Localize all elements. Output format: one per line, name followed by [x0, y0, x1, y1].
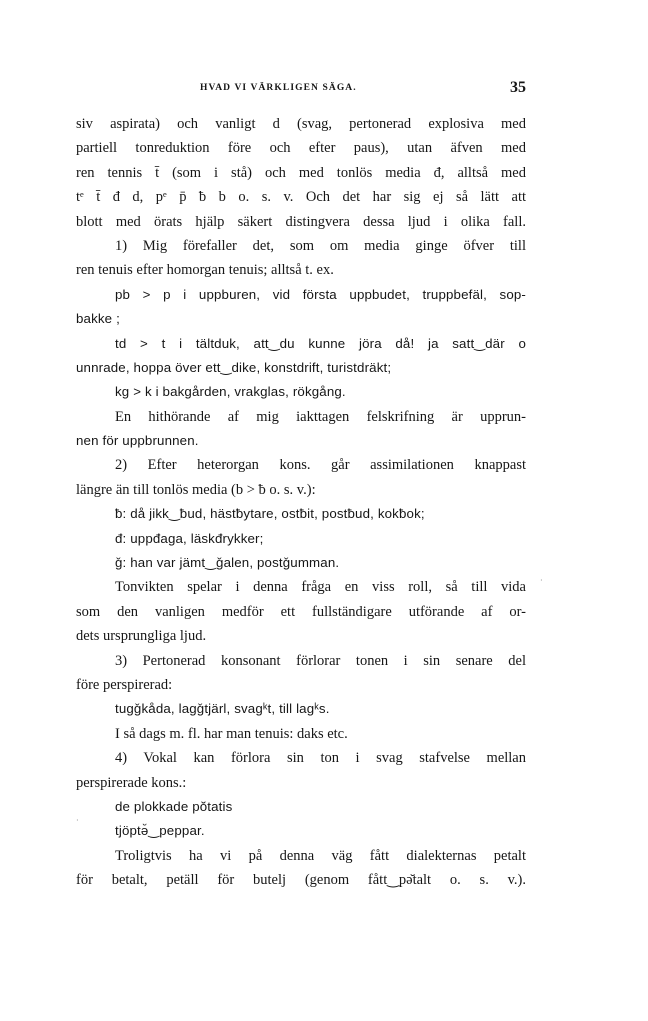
- text-line: längre än till tonlös media (b > ƀ o. s. v.):: [76, 481, 316, 498]
- example-line: ƀ: då jikk‿ƀud, hästƀytare, ostƀit, postƀud, kokƀok;: [115, 506, 425, 522]
- page-number: 35: [510, 79, 526, 96]
- text-line: 2) Efter heterorgan kons. går assimilationen knappast: [115, 457, 526, 474]
- text-line: blott med örats hjälp säkert distingvera dessa ljud i olika fall.: [76, 213, 526, 230]
- example-line: ǧ: han var jämt‿ǧalen, postǧumman.: [115, 555, 340, 571]
- example-line: td > t i tältduk, att‿du kunne jöra då! ja satt‿där o: [115, 335, 526, 351]
- running-head: [76, 79, 526, 98]
- example-line: unnrade, hoppa över ett‿dike, konstdrift, turistdräkt;: [76, 359, 392, 375]
- text-line: En hithörande af mig iakttagen felskrifning är upprun-: [115, 408, 526, 425]
- text-line: Troligtvis ha vi på denna väg fått dialekternas petalt: [115, 847, 526, 864]
- example-line: tjöptə̆‿peppar.: [115, 823, 205, 839]
- stray-mark: ·: [540, 576, 543, 585]
- example-line: nen för uppbrunnen.: [76, 433, 199, 449]
- text-line: dets ursprungliga ljud.: [76, 628, 207, 645]
- text-line: I så dags m. fl. har man tenuis: daks etc.: [115, 725, 348, 742]
- example-line: tugǧkåda, lagǧtjärl, svagᵏt, till lagᵏs.: [115, 701, 330, 717]
- page-body: [76, 112, 526, 893]
- text-line: siv aspirata) och vanligt d (svag, pertonerad explosiva med: [76, 116, 526, 132]
- text-line: 3) Pertonerad konsonant förlorar tonen i sin senare del: [115, 652, 526, 669]
- example-line: pb > p i uppburen, vid första uppbudet, truppbefäl, sop-: [115, 286, 526, 302]
- text-line: för betalt, petäll för butelj (genom fått‿pə̆talt o. s. v.).: [76, 872, 526, 889]
- text-line: som den vanligen medför ett fullständigare utförande af or-: [76, 603, 526, 620]
- text-line: ren tennis t̄ (som i stå) och med tonlös media đ, alltså med: [76, 164, 526, 181]
- text-line: perspirerade kons.:: [76, 774, 187, 791]
- example-line: bakke ;: [76, 311, 120, 327]
- example-line: de plokkade pŏtatis: [115, 798, 233, 814]
- example-line: đ: uppđaga, läskđrykker;: [115, 530, 264, 546]
- text-line: ren tenuis efter homorgan tenuis; alltså t. ex.: [76, 262, 334, 279]
- running-title: HVAD VI VÄRKLIGEN SÄGA.: [200, 83, 357, 93]
- text-line: 4) Vokal kan förlora sin ton i svag stafvelse mellan: [115, 750, 526, 767]
- text-line: partiell tonreduktion före och efter paus), utan äfven med: [76, 140, 526, 157]
- stray-mark: ·: [76, 816, 79, 825]
- text-line: Tonvikten spelar i denna fråga en viss roll, så till vida: [115, 579, 526, 596]
- text-line: 1) Mig förefaller det, som om media ginge öfver till: [115, 237, 526, 254]
- text-line: före perspirerad:: [76, 676, 173, 693]
- example-line: kg > k i bakgården, vrakglas, rökgång.: [115, 384, 346, 400]
- text-line: tᵉ t̄ đ d, pᵉ p̄ ƀ b o. s. v. Och det har sig ej så lätt att: [76, 189, 526, 206]
